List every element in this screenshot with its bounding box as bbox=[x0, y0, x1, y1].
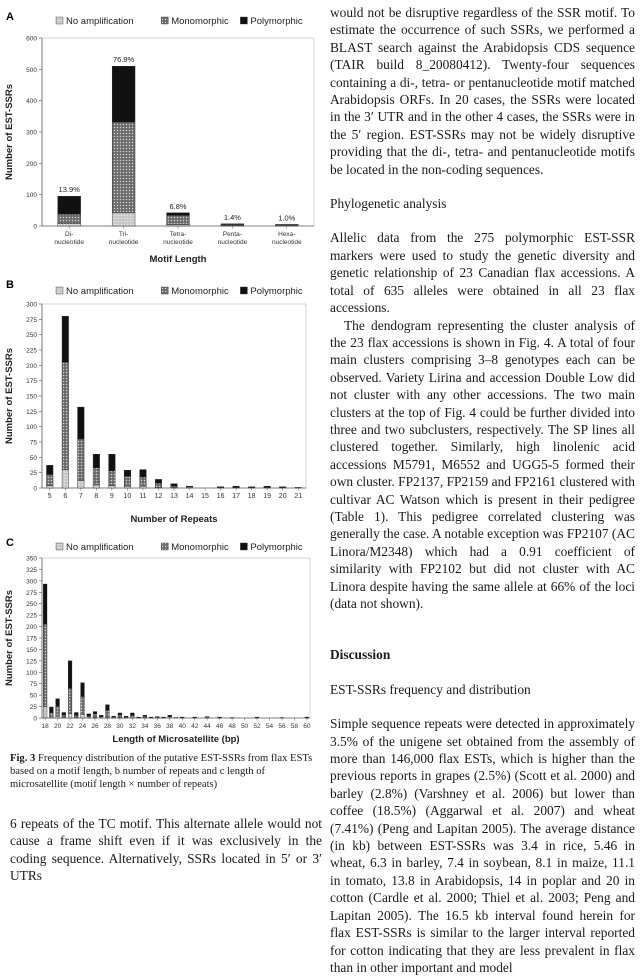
bar-segment bbox=[93, 714, 97, 718]
bar-segment bbox=[81, 697, 85, 715]
y-tick-label: 0 bbox=[33, 716, 37, 723]
bar-segment bbox=[233, 486, 240, 487]
x-tick-label: Penta- bbox=[223, 231, 242, 238]
y-tick-label: 300 bbox=[26, 130, 37, 137]
bar-segment bbox=[68, 713, 72, 718]
bar-segment bbox=[167, 213, 190, 216]
bar-segment bbox=[168, 715, 172, 716]
chart-b bbox=[0, 276, 322, 531]
bar-segment bbox=[118, 715, 122, 718]
y-tick-label: 100 bbox=[26, 670, 37, 677]
legend-swatch bbox=[161, 17, 168, 24]
x-tick-label: 28 bbox=[104, 723, 112, 730]
bar-segment bbox=[74, 713, 78, 716]
y-tick-label: 225 bbox=[26, 348, 37, 355]
panel-label: B bbox=[6, 279, 14, 291]
chart-panel-a bbox=[0, 4, 322, 270]
x-tick-label: 19 bbox=[263, 493, 271, 500]
legend-label: No amplification bbox=[66, 16, 134, 27]
x-tick-label: 6 bbox=[63, 493, 67, 500]
bar-segment bbox=[74, 715, 78, 717]
bar-segment bbox=[58, 223, 81, 226]
bar-segment bbox=[106, 705, 110, 710]
x-tick-label: 5 bbox=[48, 493, 52, 500]
x-tick-label: 34 bbox=[141, 723, 149, 730]
bar-segment bbox=[143, 715, 147, 716]
bar-segment bbox=[155, 483, 162, 487]
x-tick-label: 16 bbox=[217, 493, 225, 500]
y-tick-label: 75 bbox=[30, 681, 38, 688]
bar-segment bbox=[62, 713, 66, 715]
bar-segment bbox=[99, 715, 103, 716]
right-column bbox=[330, 4, 635, 976]
bar-segment bbox=[62, 715, 66, 717]
y-tick-label: 125 bbox=[26, 409, 37, 416]
heading-phylogenetic-analysis: Phylogenetic analysis bbox=[330, 195, 635, 212]
bar-segment bbox=[47, 465, 54, 474]
y-tick-label: 100 bbox=[26, 192, 37, 199]
x-tick-label: 24 bbox=[79, 723, 87, 730]
legend-label: No amplification bbox=[66, 542, 134, 553]
bar-segment bbox=[49, 707, 53, 712]
bar-segment bbox=[93, 454, 100, 467]
x-tick-label: 36 bbox=[154, 723, 162, 730]
bar-segment bbox=[56, 716, 60, 718]
legend-swatch bbox=[56, 543, 63, 550]
bar-label: 1.4% bbox=[224, 213, 241, 222]
bar-segment bbox=[81, 715, 85, 718]
bar-segment bbox=[140, 470, 147, 477]
y-tick-label: 200 bbox=[26, 363, 37, 370]
x-tick-label: 32 bbox=[129, 723, 137, 730]
x-axis-title: Number of Repeats bbox=[130, 514, 217, 525]
x-tick-label: 20 bbox=[54, 723, 62, 730]
x-tick-label: 8 bbox=[94, 493, 98, 500]
y-axis-title: Number of EST-SSRs bbox=[4, 348, 15, 444]
x-tick-label: nucleotide bbox=[272, 239, 302, 246]
x-tick-label: 40 bbox=[179, 723, 187, 730]
bar-segment bbox=[109, 454, 116, 471]
panel-label: C bbox=[6, 537, 14, 549]
bar-segment bbox=[124, 716, 128, 717]
bar-segment bbox=[131, 713, 135, 715]
bar-segment bbox=[124, 486, 131, 488]
x-tick-label: Di- bbox=[65, 231, 73, 238]
bar-segment bbox=[140, 486, 147, 488]
x-tick-label: 12 bbox=[155, 493, 163, 500]
chart-panel-b bbox=[0, 276, 322, 531]
legend-swatch bbox=[56, 287, 63, 294]
x-tick-label: 44 bbox=[204, 723, 212, 730]
bar-segment bbox=[78, 439, 85, 481]
bar-label: 1.0% bbox=[278, 213, 295, 222]
y-tick-label: 400 bbox=[26, 98, 37, 105]
bar-segment bbox=[131, 715, 135, 718]
bar-segment bbox=[62, 362, 69, 469]
y-tick-label: 50 bbox=[30, 455, 38, 462]
x-tick-label: nucleotide bbox=[218, 239, 248, 246]
x-tick-label: 9 bbox=[110, 493, 114, 500]
bar-segment bbox=[109, 486, 116, 488]
bar-segment bbox=[109, 471, 116, 486]
y-tick-label: 25 bbox=[30, 470, 38, 477]
x-tick-label: 52 bbox=[253, 723, 261, 730]
bar-segment bbox=[58, 196, 81, 214]
y-tick-label: 325 bbox=[26, 567, 37, 574]
x-tick-label: 46 bbox=[216, 723, 224, 730]
y-tick-label: 125 bbox=[26, 658, 37, 665]
bar-segment bbox=[62, 470, 69, 488]
y-tick-label: 175 bbox=[26, 636, 37, 643]
y-tick-label: 150 bbox=[26, 647, 37, 654]
figure-caption-label: Fig. 3 bbox=[10, 753, 35, 764]
bar-segment bbox=[112, 716, 116, 717]
bar-segment bbox=[87, 714, 91, 716]
x-tick-label: 50 bbox=[241, 723, 249, 730]
heading-frequency-distribution: EST-SSRs frequency and distribution bbox=[330, 681, 635, 698]
x-axis-title: Length of Microsatellite (bp) bbox=[112, 734, 239, 745]
y-tick-label: 200 bbox=[26, 624, 37, 631]
bar-segment bbox=[118, 713, 122, 715]
y-tick-label: 350 bbox=[26, 556, 37, 563]
x-axis-title: Motif Length bbox=[150, 254, 207, 265]
y-tick-label: 25 bbox=[30, 704, 38, 711]
figure-caption bbox=[10, 752, 318, 792]
bar-segment bbox=[81, 683, 85, 697]
figure-caption-text: Frequency distribution of the putative EST-SSRs from flax ESTs based on a motif length, b number of repeats and c length of microsatellite (motif length × number of repeats) bbox=[10, 753, 312, 790]
bar-segment bbox=[87, 716, 91, 718]
legend-label: Monomorphic bbox=[171, 286, 229, 297]
y-tick-label: 300 bbox=[26, 578, 37, 585]
x-tick-label: 11 bbox=[139, 493, 146, 500]
x-tick-label: 60 bbox=[303, 723, 311, 730]
y-tick-label: 275 bbox=[26, 317, 37, 324]
bar-segment bbox=[47, 486, 54, 488]
bar-segment bbox=[112, 213, 135, 226]
y-tick-label: 275 bbox=[26, 590, 37, 597]
y-axis-title: Number of EST-SSRs bbox=[4, 84, 15, 180]
bar-segment bbox=[112, 122, 135, 213]
bar-segment bbox=[58, 214, 81, 223]
y-tick-label: 250 bbox=[26, 601, 37, 608]
paragraph-ssr-disruption: would not be disruptive regardless of the SSR motif. To estimate the occurrence of such SSRs, we performed a BLAST search against the Arabidopsis CDS sequence (TAIR build 8_20080412). Twenty-four sequences containing a di-, tetra- or pentanucleotide motif matched Arabidopsis ORFs. In 20 cases, the SSRs were located in the 3′ UTR and in the other 4 cases, the SSRs were in the 5′ region. EST-SSRs may not be widely disruptive providing that the di-, tetra- and pentanucleotide motifs be located in the non-coding sequences. bbox=[330, 4, 635, 178]
bar-segment bbox=[93, 468, 100, 485]
legend-label: Polymorphic bbox=[250, 542, 303, 553]
x-tick-label: 14 bbox=[186, 493, 194, 500]
x-tick-label: 17 bbox=[232, 493, 240, 500]
bar-segment bbox=[68, 688, 72, 713]
chart-panel-c bbox=[0, 534, 322, 748]
x-tick-label: 26 bbox=[91, 723, 99, 730]
bar-segment bbox=[68, 661, 72, 688]
x-tick-label: 7 bbox=[79, 493, 83, 500]
bar-segment bbox=[78, 407, 85, 439]
y-tick-label: 0 bbox=[33, 486, 37, 493]
legend-label: No amplification bbox=[66, 286, 134, 297]
paragraph-dendogram: The dendogram representing the cluster analysis of the 23 flax accessions is shown in Fig. 4. A total of four main clusters comprising 3–8 genotypes each can be observed. Variety Lirina and accession Double Low did not cluster with any other accessions. The two main clusters at the top of Fig. 4 could be further divided into three and two subclusters, respectively. The SP lines all clustered together. Similarly, high linolenic acid accessions M5791, M6552 and UGG5-5 formed their own cluster. FP2137, FP2159 and FP2161 clustered with cultivar AC Watson which is present in their pedigree (Table 1). This pedigree correlated clustering was generally the case. A notable exception was FP2107 (AC Linora/M2348) which had a 0.91 coefficient of similarity with FP2102 but did not cluster with AC Linora despite having the same allele at 66% of the loci (data not shown). bbox=[330, 317, 635, 613]
bar-segment bbox=[47, 475, 54, 486]
bar-segment bbox=[167, 215, 190, 224]
y-tick-label: 200 bbox=[26, 161, 37, 168]
legend-label: Monomorphic bbox=[171, 16, 229, 27]
bar-segment bbox=[43, 707, 47, 718]
bar-segment bbox=[56, 699, 60, 706]
x-tick-label: 58 bbox=[291, 723, 299, 730]
bar-segment bbox=[140, 477, 147, 486]
bar-label: 76.9% bbox=[113, 55, 135, 64]
y-tick-label: 225 bbox=[26, 613, 37, 620]
legend-label: Polymorphic bbox=[250, 286, 303, 297]
panel-label: A bbox=[6, 11, 14, 23]
left-body-text: 6 repeats of the TC motif. This alternate allele would not cause a frame shift even if it was exclusively in the coding sequence. Alternatively, SSRs located in 5′ or 3′ UTRs bbox=[10, 815, 322, 885]
paragraph-allelic-data: Allelic data from the 275 polymorphic EST-SSR markers were used to study the genetic diversity and genetic relationship of 23 Canadian flax accessions. A total of 635 alleles were obtained in all 23 flax accessions. bbox=[330, 229, 635, 316]
bar-segment bbox=[295, 487, 302, 488]
y-tick-label: 500 bbox=[26, 67, 37, 74]
legend-swatch bbox=[240, 287, 247, 294]
bar-segment bbox=[56, 706, 60, 716]
y-tick-label: 600 bbox=[26, 36, 37, 43]
x-tick-label: 54 bbox=[266, 723, 274, 730]
x-tick-label: nucleotide bbox=[109, 239, 139, 246]
bar-segment bbox=[43, 584, 47, 624]
x-tick-label: 21 bbox=[294, 493, 302, 500]
bar-label: 6.8% bbox=[169, 202, 186, 211]
x-tick-label: Hexa- bbox=[278, 231, 295, 238]
y-tick-label: 250 bbox=[26, 332, 37, 339]
bar-segment bbox=[112, 66, 135, 122]
y-tick-label: 75 bbox=[30, 440, 38, 447]
bar-segment bbox=[124, 470, 131, 476]
bar-segment bbox=[221, 224, 244, 225]
chart-c bbox=[0, 534, 322, 748]
x-tick-label: 15 bbox=[201, 493, 209, 500]
x-tick-label: nucleotide bbox=[163, 239, 193, 246]
x-tick-label: 13 bbox=[170, 493, 178, 500]
y-axis-title: Number of EST-SSRs bbox=[4, 590, 15, 686]
x-tick-label: 56 bbox=[278, 723, 286, 730]
y-tick-label: 300 bbox=[26, 302, 37, 309]
x-tick-label: 30 bbox=[116, 723, 124, 730]
chart-a bbox=[0, 4, 322, 270]
bar-segment bbox=[93, 485, 100, 488]
x-tick-label: 10 bbox=[124, 493, 132, 500]
bar-segment bbox=[78, 481, 85, 488]
x-tick-label: 48 bbox=[228, 723, 236, 730]
x-tick-label: 38 bbox=[166, 723, 174, 730]
x-tick-label: 20 bbox=[279, 493, 287, 500]
x-tick-label: 42 bbox=[191, 723, 199, 730]
x-tick-label: nucleotide bbox=[54, 239, 84, 246]
bar-segment bbox=[248, 487, 255, 488]
bar-segment bbox=[124, 476, 131, 486]
bar-segment bbox=[49, 713, 53, 718]
bar-segment bbox=[143, 716, 147, 717]
legend-swatch bbox=[161, 287, 168, 294]
x-tick-label: Tri- bbox=[119, 231, 129, 238]
bar-segment bbox=[217, 487, 224, 488]
legend-label: Polymorphic bbox=[250, 16, 303, 27]
legend-swatch bbox=[56, 17, 63, 24]
legend-swatch bbox=[240, 17, 247, 24]
y-tick-label: 175 bbox=[26, 378, 37, 385]
bar-segment bbox=[106, 710, 110, 717]
heading-discussion: Discussion bbox=[330, 646, 635, 663]
y-tick-label: 150 bbox=[26, 394, 37, 401]
bar-segment bbox=[279, 487, 286, 488]
x-tick-label: 18 bbox=[248, 493, 256, 500]
x-tick-label: 18 bbox=[41, 723, 49, 730]
x-tick-label: Tetra- bbox=[170, 231, 187, 238]
legend-swatch bbox=[161, 543, 168, 550]
bar-segment bbox=[93, 712, 97, 714]
bar-segment bbox=[99, 717, 103, 718]
bar-label: 13.9% bbox=[59, 185, 81, 194]
bar-segment bbox=[43, 624, 47, 706]
bar-segment bbox=[171, 484, 178, 486]
bar-segment bbox=[62, 316, 69, 362]
paragraph-frequency: Simple sequence repeats were detected in approximately 3.5% of the unigene set obtained from the assembly of more than 146,000 flax ESTs, which is higher than the previous reports in grapes (2.5%) (Scott et al. 2000) and barley (2.8%) (Varshney et al. 2006) but lower than coffee (18.5%) (Aggarwal et al. 2007) and wheat (7.41%) (Peng and Lapitan 2005). The average distance (in kb) between EST-SSRs was 3.4 in rice, 5.46 in wheat, 6.3 in barley, 7.4 in soybean, 8.1 in maize, 11.1 in tomato, 13.8 in Arabidopsis, 14 in poplar and 20 in cotton (Cardle et al. 2000; Thiel et al. 2003; Peng and Lapitan 2005). The 16.5 kb interval found herein for flax EST-SSRs is similar to the larger interval reported for cotton indicating that they are less prevalent in flax than in other important and model bbox=[330, 715, 635, 976]
legend-swatch bbox=[240, 543, 247, 550]
bar-segment bbox=[155, 479, 162, 483]
bar-segment bbox=[168, 717, 172, 718]
y-tick-label: 100 bbox=[26, 424, 37, 431]
bar-segment bbox=[186, 486, 193, 487]
y-tick-label: 0 bbox=[33, 224, 37, 231]
y-tick-label: 50 bbox=[30, 693, 38, 700]
legend-label: Monomorphic bbox=[171, 542, 229, 553]
x-tick-label: 22 bbox=[66, 723, 74, 730]
bar-segment bbox=[264, 486, 271, 487]
